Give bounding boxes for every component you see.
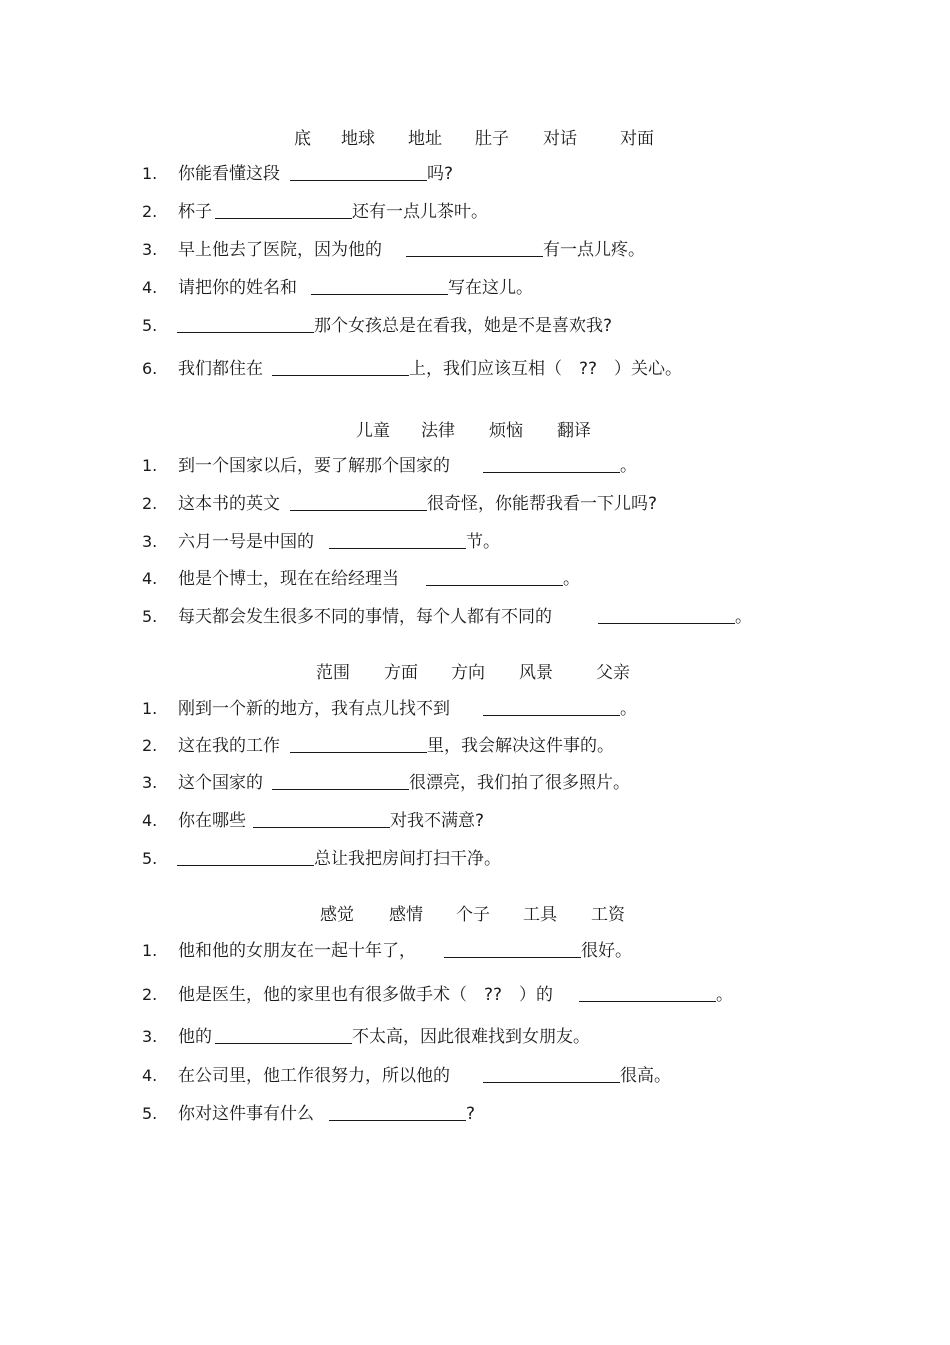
question-number: 5. [142, 316, 158, 335]
question-number: 4. [142, 811, 158, 830]
word-bank-item: 感情 [389, 905, 423, 925]
question-row [0, 530, 950, 554]
word-bank [0, 658, 950, 682]
question-text-before: 他是个博士，现在在给经理当 [178, 569, 399, 589]
word-bank-item: 父亲 [596, 663, 630, 683]
question-text-before: 每天都会发生很多不同的事情，每个人都有不同的 [178, 607, 552, 627]
question-text-after: 里，我会解决这件事的。 [427, 736, 614, 756]
word-bank-item: 范围 [316, 663, 350, 683]
answer-blank[interactable] [215, 200, 352, 219]
question-row [0, 1064, 950, 1088]
question-text-after: 。 [563, 569, 580, 589]
question-text-before: 你能看懂这段 [178, 164, 280, 184]
question-text-before: 到一个国家以后，要了解那个国家的 [178, 456, 450, 476]
question-text-after: 很漂亮，我们拍了很多照片。 [409, 773, 630, 793]
question-text-after: 。 [716, 985, 733, 1005]
question-text-before: 这本书的英文 [178, 494, 280, 514]
question-row [0, 314, 950, 338]
question-text-after: 。 [735, 607, 752, 627]
question-row [0, 200, 950, 224]
question-number: 4. [142, 569, 158, 588]
question-row [0, 162, 950, 186]
word-bank-item: 翻译 [557, 421, 591, 441]
question-text-after: 总让我把房间打扫干净。 [314, 849, 501, 869]
question-text-before: 六月一号是中国的 [178, 532, 314, 552]
question-text-after: 那个女孩总是在看我，她是不是喜欢我? [314, 316, 613, 336]
word-bank-item: 地球 [341, 129, 375, 149]
question-text-before: 这在我的工作 [178, 736, 280, 756]
word-bank-item: 底 [294, 129, 311, 149]
word-bank-item: 对面 [620, 129, 654, 149]
question-row [0, 983, 950, 1007]
answer-blank[interactable] [290, 162, 427, 181]
question-text-before: 他的 [178, 1027, 212, 1047]
word-bank-item: 工资 [591, 905, 625, 925]
question-row [0, 276, 950, 300]
word-bank-item: 法律 [421, 421, 455, 441]
question-text-before: 他和他的女朋友在一起十年了， [178, 941, 416, 961]
question-text-after: 对我不满意? [390, 811, 485, 831]
word-bank-item: 工具 [523, 905, 557, 925]
question-number: 4. [142, 278, 158, 297]
answer-blank[interactable] [311, 276, 448, 295]
word-bank-item: 感觉 [320, 905, 354, 925]
question-text-after: 上，我们应该互相（ ?? ）关心。 [409, 359, 683, 379]
word-bank [0, 900, 950, 924]
question-number: 3. [142, 532, 158, 551]
question-text-before: 早上他去了医院，因为他的 [178, 240, 382, 260]
answer-blank[interactable] [444, 939, 581, 958]
question-number: 4. [142, 1066, 158, 1085]
question-text-before: 请把你的姓名和 [178, 278, 297, 298]
answer-blank[interactable] [177, 847, 314, 866]
question-row [0, 809, 950, 833]
word-bank-item: 肚子 [475, 129, 509, 149]
question-text-after: 。 [620, 456, 637, 476]
question-row [0, 357, 950, 381]
question-number: 1. [142, 699, 158, 718]
question-text-after: 很好。 [581, 941, 632, 961]
question-text-after: 很奇怪，你能帮我看一下儿吗? [427, 494, 658, 514]
question-text-before: 杯子 [178, 202, 212, 222]
word-bank-item: 方面 [384, 663, 418, 683]
question-number: 5. [142, 849, 158, 868]
word-bank [0, 416, 950, 440]
answer-blank[interactable] [177, 314, 314, 333]
question-number: 6. [142, 359, 158, 378]
answer-blank[interactable] [406, 238, 543, 257]
question-number: 2. [142, 202, 158, 221]
question-text-before: 这个国家的 [178, 773, 263, 793]
question-number: 2. [142, 985, 158, 1004]
question-number: 3. [142, 1027, 158, 1046]
question-row [0, 771, 950, 795]
question-row [0, 492, 950, 516]
question-text-after: 吗? [427, 164, 454, 184]
question-number: 5. [142, 1104, 158, 1123]
question-number: 3. [142, 773, 158, 792]
answer-blank[interactable] [215, 1025, 352, 1044]
question-text-after: 。 [620, 699, 637, 719]
question-text-after: 写在这儿。 [448, 278, 533, 298]
question-row [0, 567, 950, 591]
question-row [0, 939, 950, 963]
question-text-after: 节。 [466, 532, 500, 552]
question-text-before: 他是医生，他的家里也有很多做手术（ ?? ）的 [178, 985, 554, 1005]
question-row [0, 1102, 950, 1126]
question-text-after: 有一点儿疼。 [543, 240, 645, 260]
word-bank-item: 地址 [408, 129, 442, 149]
question-number: 1. [142, 941, 158, 960]
question-number: 1. [142, 164, 158, 183]
answer-blank[interactable] [329, 1102, 466, 1121]
question-row [0, 734, 950, 758]
question-row [0, 1025, 950, 1049]
question-row [0, 847, 950, 871]
answer-blank[interactable] [329, 530, 466, 549]
question-text-before: 在公司里，他工作很努力，所以他的 [178, 1066, 450, 1086]
word-bank-item: 个子 [456, 905, 490, 925]
question-number: 1. [142, 456, 158, 475]
question-number: 5. [142, 607, 158, 626]
answer-blank[interactable] [598, 605, 735, 624]
answer-blank[interactable] [272, 771, 409, 790]
question-row [0, 697, 950, 721]
answer-blank[interactable] [579, 983, 716, 1002]
word-bank [0, 124, 950, 148]
answer-blank[interactable] [272, 357, 409, 376]
question-text-after: 不太高，因此很难找到女朋友。 [352, 1027, 590, 1047]
question-number: 2. [142, 736, 158, 755]
question-text-after: 还有一点儿茶叶。 [352, 202, 488, 222]
answer-blank[interactable] [483, 454, 620, 473]
answer-blank[interactable] [253, 809, 390, 828]
question-text-before: 刚到一个新的地方，我有点儿找不到 [178, 699, 450, 719]
question-text-before: 我们都住在 [178, 359, 263, 379]
answer-blank[interactable] [483, 1064, 620, 1083]
question-row [0, 605, 950, 629]
question-text-before: 你在哪些 [178, 811, 246, 831]
question-row [0, 454, 950, 478]
question-number: 2. [142, 494, 158, 513]
word-bank-item: 方向 [451, 663, 485, 683]
answer-blank[interactable] [290, 734, 427, 753]
question-row [0, 238, 950, 262]
answer-blank[interactable] [483, 697, 620, 716]
answer-blank[interactable] [426, 567, 563, 586]
answer-blank[interactable] [290, 492, 427, 511]
word-bank-item: 儿童 [356, 421, 390, 441]
word-bank-item: 风景 [519, 663, 553, 683]
question-text-before: 你对这件事有什么 [178, 1104, 314, 1124]
word-bank-item: 烦恼 [489, 421, 523, 441]
question-text-after: 很高。 [620, 1066, 671, 1086]
word-bank-item: 对话 [543, 129, 577, 149]
question-text-after: ? [466, 1104, 476, 1124]
question-number: 3. [142, 240, 158, 259]
